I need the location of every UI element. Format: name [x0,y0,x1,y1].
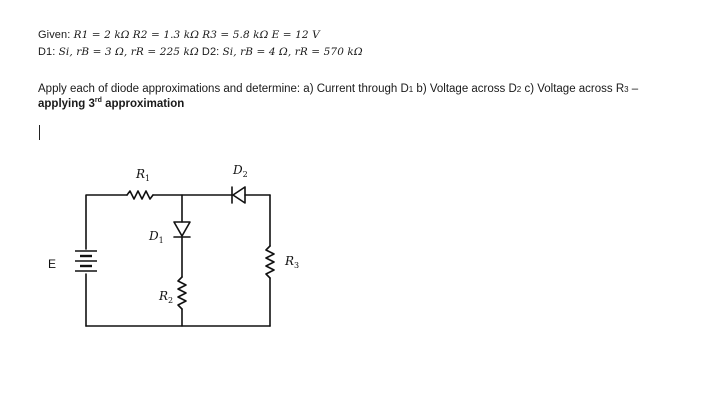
given-d1: D1: [38,46,56,58]
d1-label: $D_1$ [149,229,164,245]
e-label: E [48,257,57,271]
question-bold-sup: rd [94,97,102,105]
question-sub-c: 3 [624,85,629,94]
question-part-a: Apply each of diode approximations and determine: a) Current through D [38,83,409,95]
given-prefix: Given: [38,29,71,41]
given-d2: D2: [201,46,220,58]
battery-source [75,251,97,271]
question-sub-a: 1 [408,85,414,94]
wire-left-top [86,195,127,249]
given-d1-specs: Si, rB = 3 Ω, rR = 225 kΩ [58,46,199,58]
given-r1: R1 = 2 kΩ [73,29,130,41]
question-part-c: c) Voltage across R [521,83,625,95]
r2-label: $R_2$ [159,289,174,305]
question-bold-pre: applying 3 [38,98,95,110]
given-d2-specs: Si, rB = 4 Ω, rR = 570 kΩ [222,46,363,58]
r3-resistor [266,246,274,278]
given-r2: R2 = 1.3 kΩ [132,29,200,41]
question-dash: – [628,83,639,95]
r2-resistor [178,277,186,309]
question-part-b: b) Voltage across D [413,83,517,95]
d2-diode [233,187,245,203]
r1-resistor [127,191,153,199]
r1-label: $R_1$ [136,167,151,183]
question-bold-post: approximation [101,98,185,110]
given-r3: R3 = 5.8 kΩ [202,29,269,41]
d2-label: $D_2$ [233,163,248,179]
question-sub-b: 2 [516,85,522,94]
r3-label: $R_3$ [285,254,300,270]
d1-diode [174,222,190,236]
given-e: E = 12 V [271,29,320,41]
